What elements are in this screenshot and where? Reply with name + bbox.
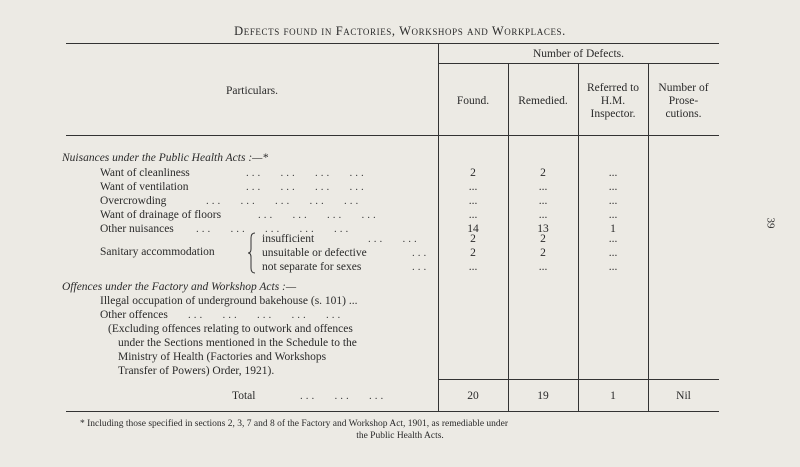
- row-label: Want of ventilation: [100, 181, 189, 193]
- found-cell: ...: [468, 209, 478, 221]
- row-label: unsuitable or defective: [262, 247, 367, 259]
- found-cell: ...: [468, 261, 478, 273]
- remedied-cell: 2: [540, 233, 546, 245]
- table-top-rule: [66, 43, 719, 44]
- found-cell: ...: [468, 181, 478, 193]
- leader-dots: ... ... ... ... ...: [188, 309, 344, 321]
- remedied-cell: ...: [538, 261, 548, 273]
- referred-cell: ...: [608, 167, 618, 179]
- header-remedied: Remedied.: [518, 95, 568, 107]
- footnote-line-1: * Including those specified in sections 2, 3, 7 and 8 of the Factory and Workshop Act, 1901, as remediable under: [80, 419, 509, 429]
- excluding-note-line: (Excluding offences relating to outwork and offences: [108, 323, 353, 335]
- header-number-of-defects: Number of Defects.: [532, 48, 624, 60]
- referred-cell: ...: [608, 261, 618, 273]
- remedied-cell: ...: [538, 195, 548, 207]
- total-prosecutions: Nil: [676, 390, 691, 402]
- leader-dots: ... ... ... ... ...: [196, 223, 352, 235]
- leader-dots: ...: [412, 247, 430, 259]
- page-number: 39: [764, 217, 777, 229]
- referred-cell: ...: [608, 209, 618, 221]
- section-heading-public-health: Nuisances under the Public Health Acts :—*: [62, 152, 269, 164]
- found-cell: 14: [467, 223, 479, 235]
- found-cell: 2: [470, 247, 476, 259]
- total-label: Total: [232, 390, 256, 402]
- header-referred-line-2: H.M.: [600, 95, 626, 107]
- row-label: Want of drainage of floors: [100, 209, 222, 221]
- excluding-note-line: Transfer of Powers) Order, 1921).: [118, 365, 275, 377]
- header-particulars: Particulars.: [225, 85, 279, 97]
- header-prosecutions-line-3: cutions.: [665, 108, 702, 120]
- total-remedied: 19: [537, 390, 549, 402]
- total-referred: 1: [610, 390, 616, 402]
- row-label: not separate for sexes: [262, 261, 362, 273]
- referred-cell: ...: [608, 247, 618, 259]
- referred-cell: ...: [608, 195, 618, 207]
- total-found: 20: [467, 390, 479, 402]
- referred-cell: ...: [608, 181, 618, 193]
- remedied-cell: 2: [540, 167, 546, 179]
- brace: [248, 232, 256, 274]
- remedied-cell: ...: [538, 181, 548, 193]
- header-found: Found.: [456, 95, 490, 107]
- excluding-note-line: under the Sections mentioned in the Schedule to the: [118, 337, 357, 349]
- found-cell: ...: [468, 195, 478, 207]
- header-prosecutions-line-1: Number of: [658, 82, 709, 94]
- header-prosecutions-line-2: Prose-: [668, 95, 699, 107]
- leader-dots: ... ... ...: [300, 390, 387, 402]
- found-cell: 2: [470, 167, 476, 179]
- row-label: Overcrowding: [100, 195, 167, 207]
- header-referred-line-1: Referred to: [586, 82, 640, 94]
- table-bottom-rule: [66, 411, 719, 412]
- found-cell: 2: [470, 233, 476, 245]
- sanitary-accommodation-label: Sanitary accommodation: [100, 246, 215, 258]
- leader-dots: ... ...: [368, 233, 420, 245]
- section-heading-factory-acts: Offences under the Factory and Workshop Acts :—: [62, 281, 297, 293]
- leader-dots: ...: [412, 261, 430, 273]
- row-label: insufficient: [262, 233, 315, 245]
- leader-dots: ... ... ... ... ...: [206, 195, 362, 207]
- remedied-cell: 2: [540, 247, 546, 259]
- row-label: Other nuisances: [100, 223, 174, 235]
- excluding-note-line: Ministry of Health (Factories and Workshops: [118, 351, 327, 363]
- row-label: Want of cleanliness: [100, 167, 190, 179]
- remedied-cell: 13: [537, 223, 549, 235]
- referred-cell: ...: [608, 233, 618, 245]
- remedied-cell: ...: [538, 209, 548, 221]
- leader-dots: ... ... ... ...: [258, 209, 379, 221]
- header-referred-line-3: Inspector.: [590, 108, 636, 120]
- page-title: Defects found in Factories, Workshops and Workplaces.: [234, 24, 566, 38]
- leader-dots: ... ... ... ...: [246, 181, 367, 193]
- referred-cell: 1: [610, 223, 616, 235]
- footnote-line-2: the Public Health Acts.: [356, 431, 444, 441]
- row-label: Illegal occupation of underground bakehouse (s. 101) ...: [100, 295, 358, 307]
- leader-dots: ... ... ... ...: [246, 167, 367, 179]
- header-bottom-rule: [66, 135, 719, 136]
- row-label: Other offences: [100, 309, 168, 321]
